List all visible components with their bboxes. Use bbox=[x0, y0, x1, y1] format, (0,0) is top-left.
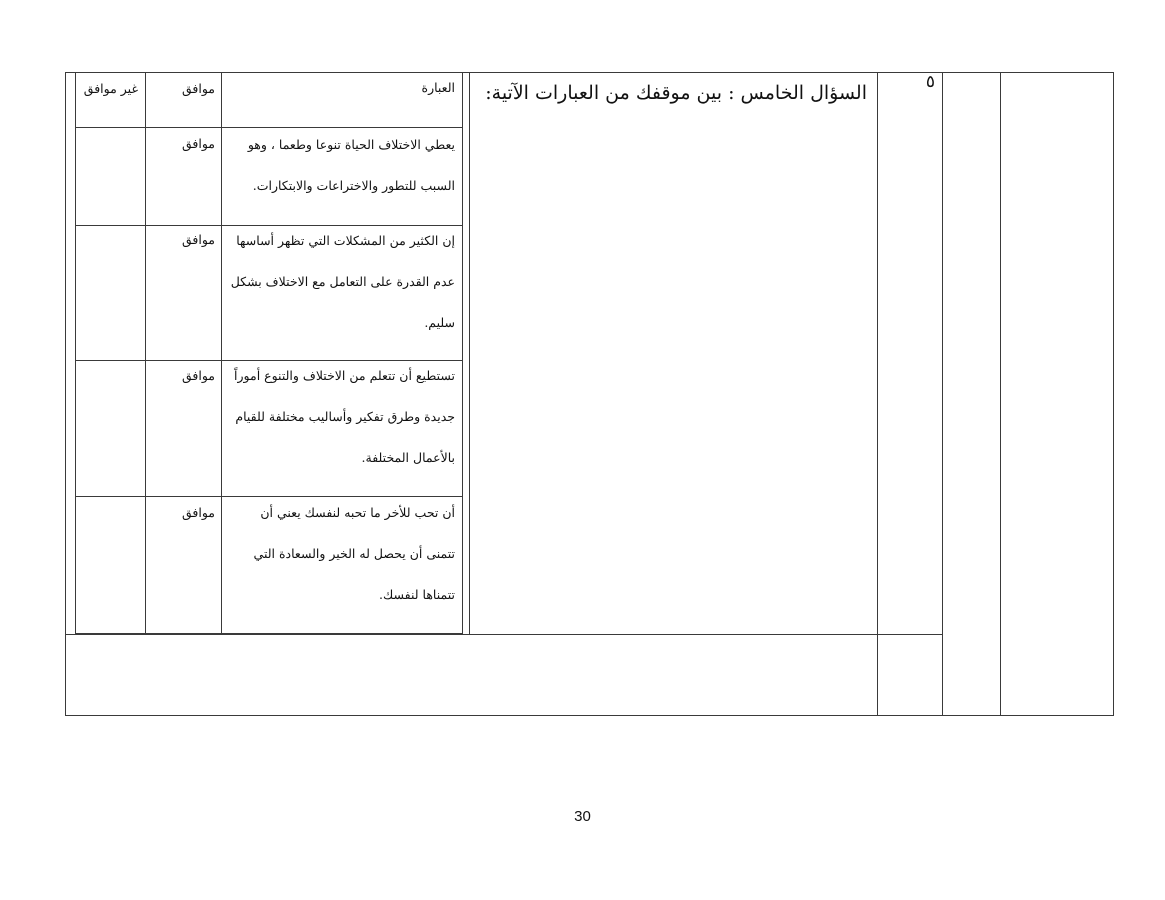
outer-bottom-border bbox=[65, 715, 1114, 716]
statement-line: السبب للتطور والاختراعات والابتكارات. bbox=[252, 178, 455, 193]
inner-row-line bbox=[75, 633, 463, 634]
statement-line: أن تحب للأخر ما تحبه لنفسك يعني أن bbox=[260, 505, 455, 520]
agree-cell: موافق bbox=[181, 505, 215, 520]
column-divider bbox=[1000, 72, 1001, 716]
statement-line: إن الكثير من المشكلات التي تظهر أساسها bbox=[236, 233, 455, 248]
inner-table-separator bbox=[462, 72, 463, 635]
statement-row-3 bbox=[231, 355, 455, 478]
outer-right-border bbox=[1113, 72, 1114, 716]
statement-row-4 bbox=[231, 492, 455, 615]
agree-cell: موافق bbox=[181, 232, 215, 247]
statement-line: تتمناها لنفسك. bbox=[379, 587, 455, 602]
header-agree: موافق bbox=[181, 81, 215, 96]
inner-col-line bbox=[221, 72, 222, 635]
column-divider bbox=[877, 72, 878, 716]
statement-line: تتمنى أن يحصل له الخير والسعادة التي bbox=[253, 546, 455, 561]
agree-cell: موافق bbox=[181, 368, 215, 383]
statement-row-1 bbox=[231, 124, 455, 206]
question-title: السؤال الخامس : بين موقفك من العبارات الآتية: bbox=[485, 82, 867, 104]
column-divider bbox=[942, 72, 943, 716]
statement-line: تستطيع أن تتعلم من الاختلاف والتنوع أموراً bbox=[234, 368, 455, 383]
answer-row-divider bbox=[65, 634, 943, 635]
question-number: ٥ bbox=[925, 72, 935, 92]
outer-left-border bbox=[65, 72, 66, 716]
statement-line: سليم. bbox=[424, 315, 455, 330]
statement-line: يعطي الاختلاف الحياة تنوعا وطعما ، وهو bbox=[247, 137, 455, 152]
inner-col-line bbox=[75, 72, 76, 635]
statement-row-2 bbox=[231, 220, 455, 343]
inner-col-line bbox=[145, 72, 146, 635]
statement-line: بالأعمال المختلفة. bbox=[361, 450, 455, 465]
statement-line: جديدة وطرق تفكير وأساليب مختلفة للقيام bbox=[235, 409, 455, 424]
header-disagree: غير موافق bbox=[83, 81, 138, 96]
agree-cell: موافق bbox=[181, 136, 215, 151]
statement-line: عدم القدرة على التعامل مع الاختلاف بشكل bbox=[230, 274, 455, 289]
inner-table-separator bbox=[469, 72, 470, 635]
page-number: 30 bbox=[574, 808, 591, 825]
outer-top-border bbox=[65, 72, 1114, 73]
header-statement: العبارة bbox=[421, 80, 455, 95]
